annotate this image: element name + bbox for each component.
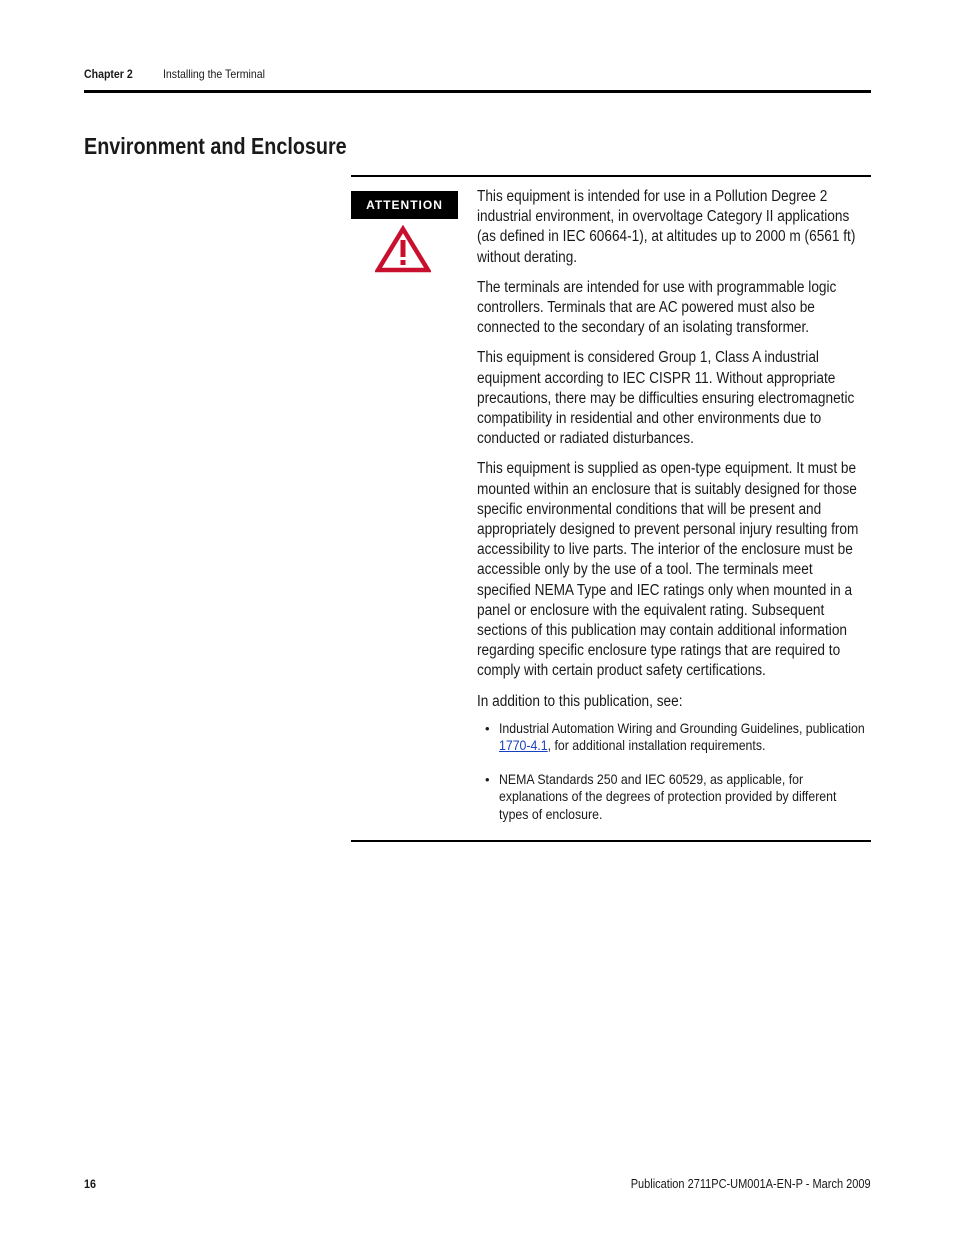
attention-paragraph: The terminals are intended for use with programmable logic controllers. Terminals that are AC powered must also be connected to the secondary of an isolating transformer. [477,278,837,337]
attention-paragraph: This equipment is intended for use in a Pollution Degree 2 industrial environment, in overvoltage Category II applications (as defined in IEC 60664-1), at altitudes up to 2000 m (6561 ft) without derating. [477,188,856,266]
list-item-text-start: Industrial Automation Wiring and Grounding Guidelines, publication [499,719,865,736]
chapter-title: Installing the Terminal [163,67,265,81]
attention-notice [351,175,871,842]
list-item-text [499,720,869,755]
attention-label: ATTENTION [351,191,458,219]
list-item [477,720,869,755]
page-number: 16 [84,1177,97,1191]
attention-paragraph: This equipment is supplied as open-type equipment. It must be mounted within an enclosure that is suitably designed for those specific environmental conditions that will be present and appropriately designed to prevent personal injury resulting from accessibility to live parts. The interior of the enclosure must be accessible only by the use of a tool. The terminals meet specified NEMA Type and IEC ratings only when mounted in a panel or enclosure with the equivalent rating. Subsequent sections of this publication may contain additional information regarding specific enclosure type ratings that are required to comply with certain product safety certifications. [477,460,859,680]
page-header [84,66,871,93]
attention-paragraph: This equipment is considered Group 1, Class A industrial equipment according to IEC CISPR 11. Without appropriate precautions, there may be difficulties ensuring electromagnetic compatibility in residential and other environments due to conducted or radiated disturbances. [477,349,855,448]
publication-info: Publication 2711PC-UM001A-EN-P - March 2009 [631,1177,871,1191]
publication-link[interactable]: 1770-4.1 [499,737,548,754]
section-title: Environment and Enclosure [84,133,347,159]
list-item-text-end: , for additional installation requirements. [547,737,766,754]
chapter-number: Chapter 2 [84,67,133,81]
list-item-text: NEMA Standards 250 and IEC 60529, as applicable, for explanations of the degrees of protection provided by different types of enclosure. [499,770,837,822]
see-also-intro: In addition to this publication, see: [477,692,683,710]
see-also-list [477,720,869,824]
attention-body [477,187,869,839]
bullet-icon: • [485,771,490,787]
bullet-icon: • [485,720,490,736]
warning-triangle-icon [375,225,431,273]
list-item [477,771,869,824]
